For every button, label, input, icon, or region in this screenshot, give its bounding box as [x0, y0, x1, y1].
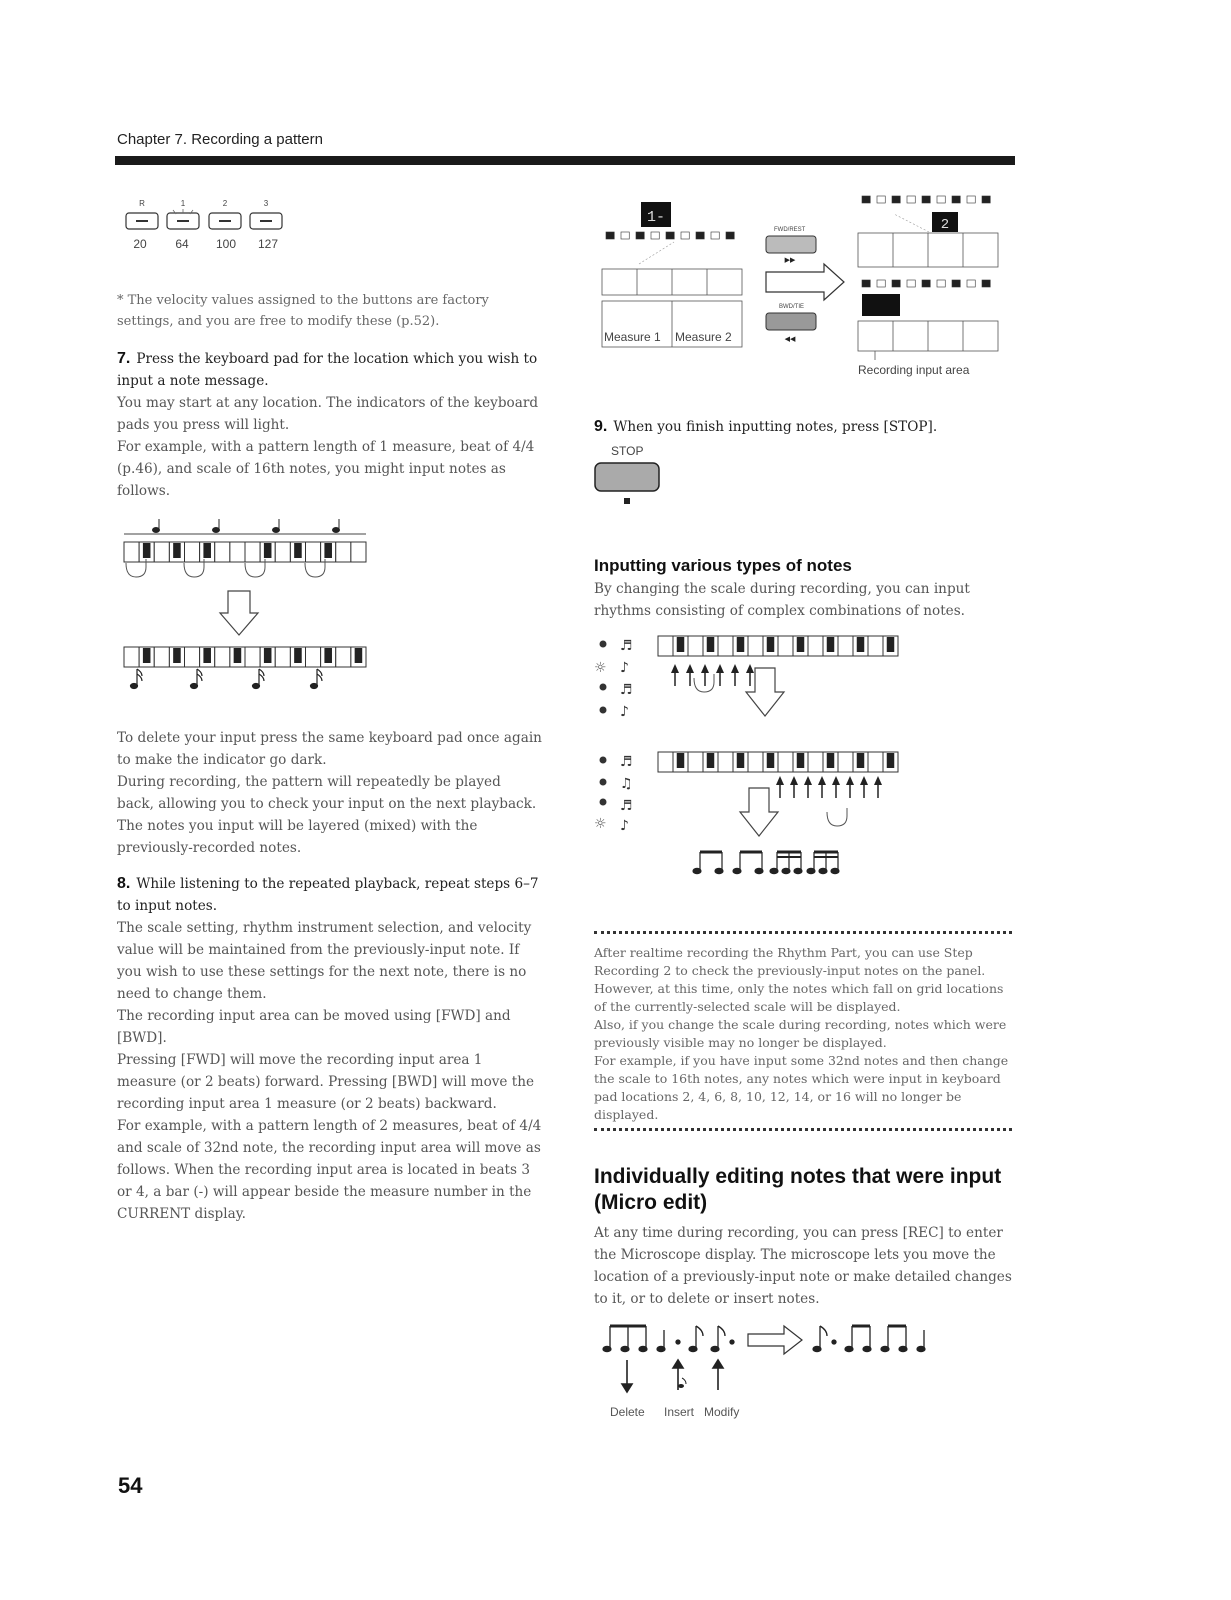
note-paragraph: For example, if you have input some 32nd notes and then change the scale to 16th notes, any notes which were input in keyboard pad locations 2, 4, 6, 8, 10, 12, 14, or 16 will no longer be displayed.	[594, 1053, 1009, 1122]
pad-indicator	[827, 637, 835, 652]
scale-note: ♫	[620, 776, 633, 792]
rewind-icon: ◀◀	[784, 335, 796, 343]
keyboard-pad	[306, 647, 321, 667]
up-arrow-head	[671, 664, 679, 673]
paragraph: The scale setting, rhythm instrument selection, and velocity value will be maintained from the previously-input note. If you wish to use these settings for the next note, there is no need to change them.	[117, 920, 532, 1002]
up-arrows	[671, 664, 754, 686]
led	[862, 280, 870, 287]
velocity-value: 20	[133, 237, 147, 251]
bwd-label: BWD/TIE	[779, 304, 804, 310]
keyboard-pad	[336, 542, 351, 562]
modify-label: Modify	[704, 1405, 740, 1419]
keyboard-pad	[688, 752, 703, 772]
led	[696, 232, 704, 239]
up-arrow-icon	[673, 1360, 683, 1368]
led	[666, 232, 674, 239]
page-number: 54	[118, 1473, 143, 1498]
led	[651, 232, 659, 239]
pad-indicator	[797, 637, 805, 652]
paragraph: For example, with a pattern length of 2 measures, beat of 4/4 and scale of 32nd note, the recording input area will move as follows. When the recording input area is located in beats 3 or 4, a bar (-) will appear beside the measure number in the CURRENT display.	[117, 1118, 542, 1222]
led	[982, 280, 990, 287]
velocity-value: 64	[175, 237, 189, 251]
led	[907, 280, 915, 287]
led	[952, 280, 960, 287]
led	[711, 232, 719, 239]
led	[922, 280, 930, 287]
led	[621, 232, 629, 239]
paragraph: Pressing [FWD] will move the recording input area 1 measure (or 2 beats) forward. Pressing [BWD] will move the recording input area 1 measure (or 2 beats) backward.	[117, 1052, 535, 1112]
keyboard-pad	[154, 647, 169, 667]
velocity-button-label: 1	[180, 199, 186, 208]
stop-label: STOP	[611, 444, 644, 458]
section-heading: Inputting various types of notes	[594, 556, 852, 575]
insert-label: Insert	[664, 1405, 695, 1419]
pad-indicator	[887, 753, 895, 768]
keyboard-pad	[838, 752, 853, 772]
led	[967, 280, 975, 287]
paragraph: You may start at any location. The indicators of the keyboard pads you press will light.	[117, 395, 539, 433]
led	[907, 196, 915, 203]
pad-indicator	[737, 753, 745, 768]
keyboard-pad-row	[658, 636, 898, 656]
keyboard-pad	[215, 647, 230, 667]
up-arrow-head	[832, 776, 840, 785]
note-divider-top	[594, 931, 1012, 934]
led	[877, 196, 885, 203]
bwd-button	[766, 313, 816, 330]
led	[892, 280, 900, 287]
keyboard-pad	[245, 647, 260, 667]
scale-note: ♬	[620, 798, 633, 814]
right-arrow-icon	[766, 264, 844, 300]
pad-indicator	[294, 543, 302, 558]
header-rule	[115, 156, 1015, 165]
led	[952, 196, 960, 203]
step-9-block	[594, 416, 1014, 438]
keyboard-pad	[245, 542, 260, 562]
note-paragraph: After realtime recording the Rhythm Part, you can use Step Recording 2 to check the previously-input notes on the panel. However, at this time, only the notes which fall on grid locations of the currently-selected scale will be displayed.	[594, 945, 1004, 1014]
led-row	[862, 196, 990, 203]
pad-indicator	[857, 637, 865, 652]
keyboard-pad	[275, 647, 290, 667]
sixteenth-notes	[131, 669, 323, 689]
pad-indicator	[324, 648, 332, 663]
pad-indicator	[857, 753, 865, 768]
step-8-block	[117, 873, 542, 1225]
stop-button	[595, 463, 659, 491]
keyboard-pad-input-diagram	[118, 515, 373, 695]
pad-indicator	[234, 648, 242, 663]
keyboard-pad	[748, 752, 763, 772]
recording-input-area-caption: Recording input area	[858, 363, 970, 377]
step-number: 8.	[117, 875, 131, 892]
up-arrow-head	[686, 664, 694, 673]
step-7-block	[117, 348, 542, 502]
light-icon: ☼	[594, 660, 607, 676]
up-arrow-head	[874, 776, 882, 785]
fast-forward-icon: ▶▶	[784, 256, 796, 264]
recording-area-diagram	[594, 192, 1014, 382]
velocity-button-label: 3	[263, 199, 269, 208]
pad-indicator	[827, 753, 835, 768]
pad-indicator	[677, 753, 685, 768]
up-arrow-head	[776, 776, 784, 785]
stop-button-figure	[594, 462, 674, 506]
pad-indicator	[264, 543, 272, 558]
paragraph: During recording, the pattern will repeatedly be played back, allowing you to check your input on the next playback. The notes you input will be layered (mixed) with the previously-recorded notes.	[117, 774, 537, 856]
section-heading: Individually editing notes that were input (Micro edit)	[594, 1165, 1002, 1214]
scale-note: ♬	[620, 682, 633, 698]
keyboard-pad	[275, 542, 290, 562]
pad-indicator	[324, 543, 332, 558]
scale-note: ♪	[620, 660, 629, 676]
note-paragraph: Also, if you change the scale during recording, notes which were previously visible may no longer be displayed.	[594, 1017, 1007, 1050]
note-divider-bottom	[594, 1128, 1012, 1131]
step-text: While listening to the repeated playback, repeat steps 6–7 to input notes.	[117, 876, 539, 914]
keyboard-pad	[868, 636, 883, 656]
pad-indicator	[767, 637, 775, 652]
current-display-text: 2	[940, 217, 950, 233]
keyboard-pad-row	[658, 752, 898, 772]
pad-indicator	[203, 543, 211, 558]
up-arrows	[776, 776, 882, 798]
pad-indicator	[203, 648, 211, 663]
led	[636, 232, 644, 239]
resulting-rhythm	[693, 852, 839, 874]
led	[982, 196, 990, 203]
scale-note: ♪	[620, 704, 629, 720]
keyboard-pad	[838, 636, 853, 656]
step-text: When you finish inputting notes, press [STOP].	[613, 419, 938, 435]
up-arrow-head	[731, 664, 739, 673]
down-arrow-icon	[622, 1384, 632, 1392]
keyboard-pad	[658, 752, 673, 772]
keyboard-pad	[778, 752, 793, 772]
keyboard-pad	[215, 542, 230, 562]
micro-edit-diagram	[598, 1320, 958, 1420]
down-arrow-icon	[746, 668, 784, 716]
light-icon: ☼	[594, 816, 607, 832]
up-arrow-head	[818, 776, 826, 785]
keyboard-pad	[185, 542, 200, 562]
keyboard-pad	[778, 636, 793, 656]
pad-indicator	[767, 753, 775, 768]
pad-indicator	[143, 543, 151, 558]
pad-indicator	[355, 648, 363, 663]
led	[892, 196, 900, 203]
led	[726, 232, 734, 239]
keyboard-pad	[808, 752, 823, 772]
velocity-button-label: R	[139, 199, 145, 208]
led	[967, 196, 975, 203]
fwd-label: FWD/REST	[774, 227, 806, 233]
keyboard-pad	[230, 542, 245, 562]
pad-indicator	[707, 753, 715, 768]
led	[606, 232, 614, 239]
step-number: 9.	[594, 418, 608, 435]
step-text: Press the keyboard pad for the location which you wish to input a note message.	[117, 351, 538, 389]
up-arrow-head	[790, 776, 798, 785]
up-arrow-head	[701, 664, 709, 673]
pad-indicator	[677, 637, 685, 652]
scale-note: ♬	[620, 638, 633, 654]
scale-note: ♪	[620, 818, 629, 834]
keyboard-pad	[808, 636, 823, 656]
current-display-text: 1-	[646, 209, 666, 226]
velocity-footnote: * The velocity values assigned to the buttons are factory settings, and you are free to modify these (p.52).	[117, 293, 489, 329]
step-number: 7.	[117, 350, 131, 367]
led	[862, 196, 870, 203]
right-arrow-icon	[748, 1326, 802, 1354]
pad-indicator	[887, 637, 895, 652]
velocity-button-label: 2	[222, 199, 228, 208]
keyboard-pad	[154, 542, 169, 562]
paragraph: For example, with a pattern length of 1 measure, beat of 4/4 (p.46), and scale of 16th notes, you might input notes as follows.	[117, 439, 535, 499]
pad-indicator	[797, 753, 805, 768]
pad-indicator	[707, 637, 715, 652]
up-arrow-icon	[713, 1360, 723, 1368]
current-display	[862, 294, 900, 316]
velocity-buttons-figure	[118, 196, 298, 256]
measure-2-label: Measure 2	[675, 330, 732, 344]
velocity-value: 127	[257, 237, 279, 251]
keyboard-pad	[336, 647, 351, 667]
paragraph: The recording input area can be moved using [FWD] and [BWD].	[117, 1008, 511, 1046]
led	[937, 280, 945, 287]
keyboard-pad	[658, 636, 673, 656]
up-arrow-head	[804, 776, 812, 785]
up-arrow-head	[746, 664, 754, 673]
chapter-header: Chapter 7. Recording a pattern	[117, 131, 323, 148]
keyboard-pad	[124, 647, 139, 667]
pad-indicator	[173, 648, 181, 663]
pad-indicator	[294, 648, 302, 663]
keyboard-pad	[718, 636, 733, 656]
keyboard-pad	[688, 636, 703, 656]
led	[937, 196, 945, 203]
down-arrow-icon	[740, 788, 778, 836]
fwd-button	[766, 236, 816, 253]
led	[922, 196, 930, 203]
measure-1-label: Measure 1	[604, 330, 661, 344]
pad-indicator	[173, 543, 181, 558]
inputting-various-text: By changing the scale during recording, you can input rhythms consisting of complex combinations of notes.	[594, 581, 970, 619]
keyboard-pad	[351, 542, 366, 562]
keyboard-pad-row	[124, 542, 366, 562]
pad-indicator	[737, 637, 745, 652]
pad-indicator	[264, 648, 272, 663]
up-arrow-head	[860, 776, 868, 785]
pad-indicator	[143, 648, 151, 663]
stop-icon	[624, 498, 630, 504]
led-row	[606, 232, 734, 239]
down-arrow-icon	[220, 591, 258, 635]
keyboard-pad	[306, 542, 321, 562]
keyboard-pad	[718, 752, 733, 772]
delete-text-block	[117, 727, 542, 859]
keyboard-pad-row	[124, 647, 366, 667]
led	[681, 232, 689, 239]
paragraph: To delete your input press the same keyboard pad once again to make the indicator go dark.	[117, 730, 542, 768]
keyboard-pad	[124, 542, 139, 562]
complex-notes-diagram	[592, 630, 902, 895]
micro-edit-text: At any time during recording, you can press [REC] to enter the Microscope display. The microscope lets you move the location of a previously-input note or make detailed changes to it, or to delete or insert notes.	[594, 1225, 1012, 1307]
led	[877, 280, 885, 287]
keyboard-pad	[185, 647, 200, 667]
up-arrow-head	[846, 776, 854, 785]
up-arrow-head	[716, 664, 724, 673]
note-box	[594, 944, 1014, 1124]
scale-note: ♬	[620, 754, 633, 770]
led-row	[862, 280, 990, 287]
delete-label: Delete	[610, 1405, 645, 1419]
keyboard-pad	[868, 752, 883, 772]
keyboard-pad	[748, 636, 763, 656]
velocity-value: 100	[215, 237, 237, 251]
